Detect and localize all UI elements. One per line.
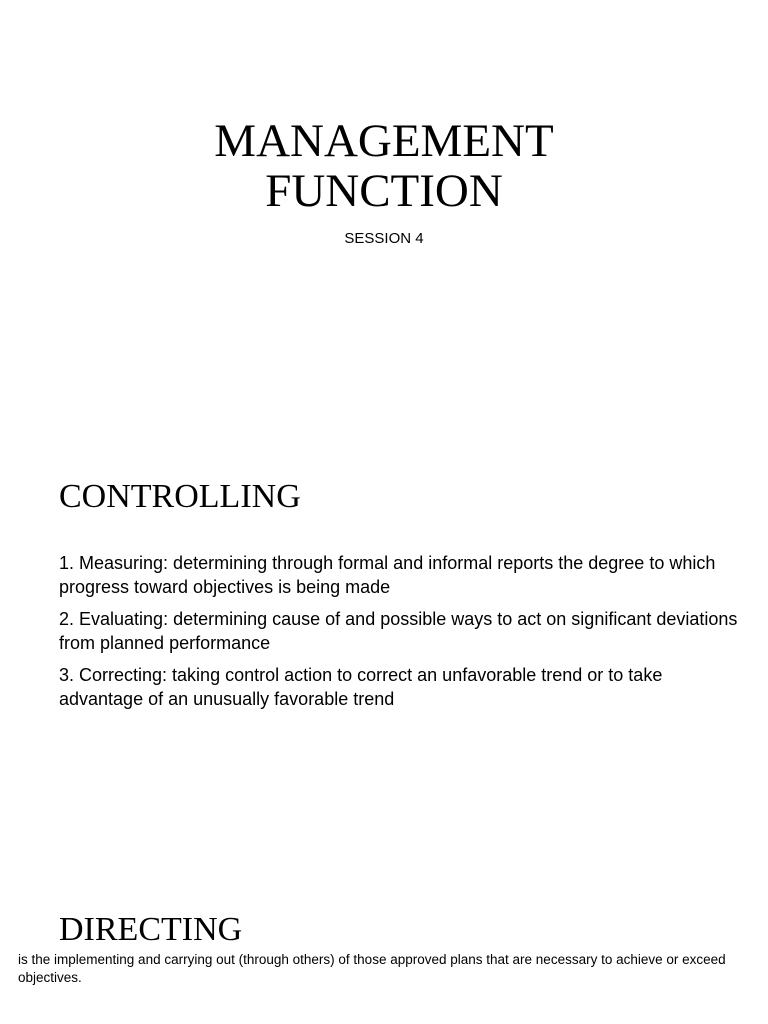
title-line-1: MANAGEMENT <box>214 115 554 167</box>
list-item-correcting: 3. Correcting: taking control action to correct an unfavorable trend or to take advantage of an unusually favorable trend <box>59 665 663 709</box>
directing-slide <box>0 895 768 1024</box>
title-line-2: FUNCTION <box>265 165 503 217</box>
page-title <box>0 116 768 216</box>
controlling-list <box>59 551 739 719</box>
directing-heading: DIRECTING <box>59 911 243 948</box>
list-item-measuring: 1. Measuring: determining through formal and informal reports the degree to which progress toward objectives is being made <box>59 553 716 597</box>
list-item-evaluating: 2. Evaluating: determining cause of and possible ways to act on significant deviations from planned performance <box>59 609 738 653</box>
controlling-slide <box>0 460 768 760</box>
directing-definition: is the implementing and carrying out (through others) of those approved plans that are necessary to achieve or exceed objectives. <box>18 952 726 985</box>
title-slide <box>0 0 768 330</box>
session-subtitle: SESSION 4 <box>344 230 424 247</box>
controlling-heading: CONTROLLING <box>59 478 301 515</box>
